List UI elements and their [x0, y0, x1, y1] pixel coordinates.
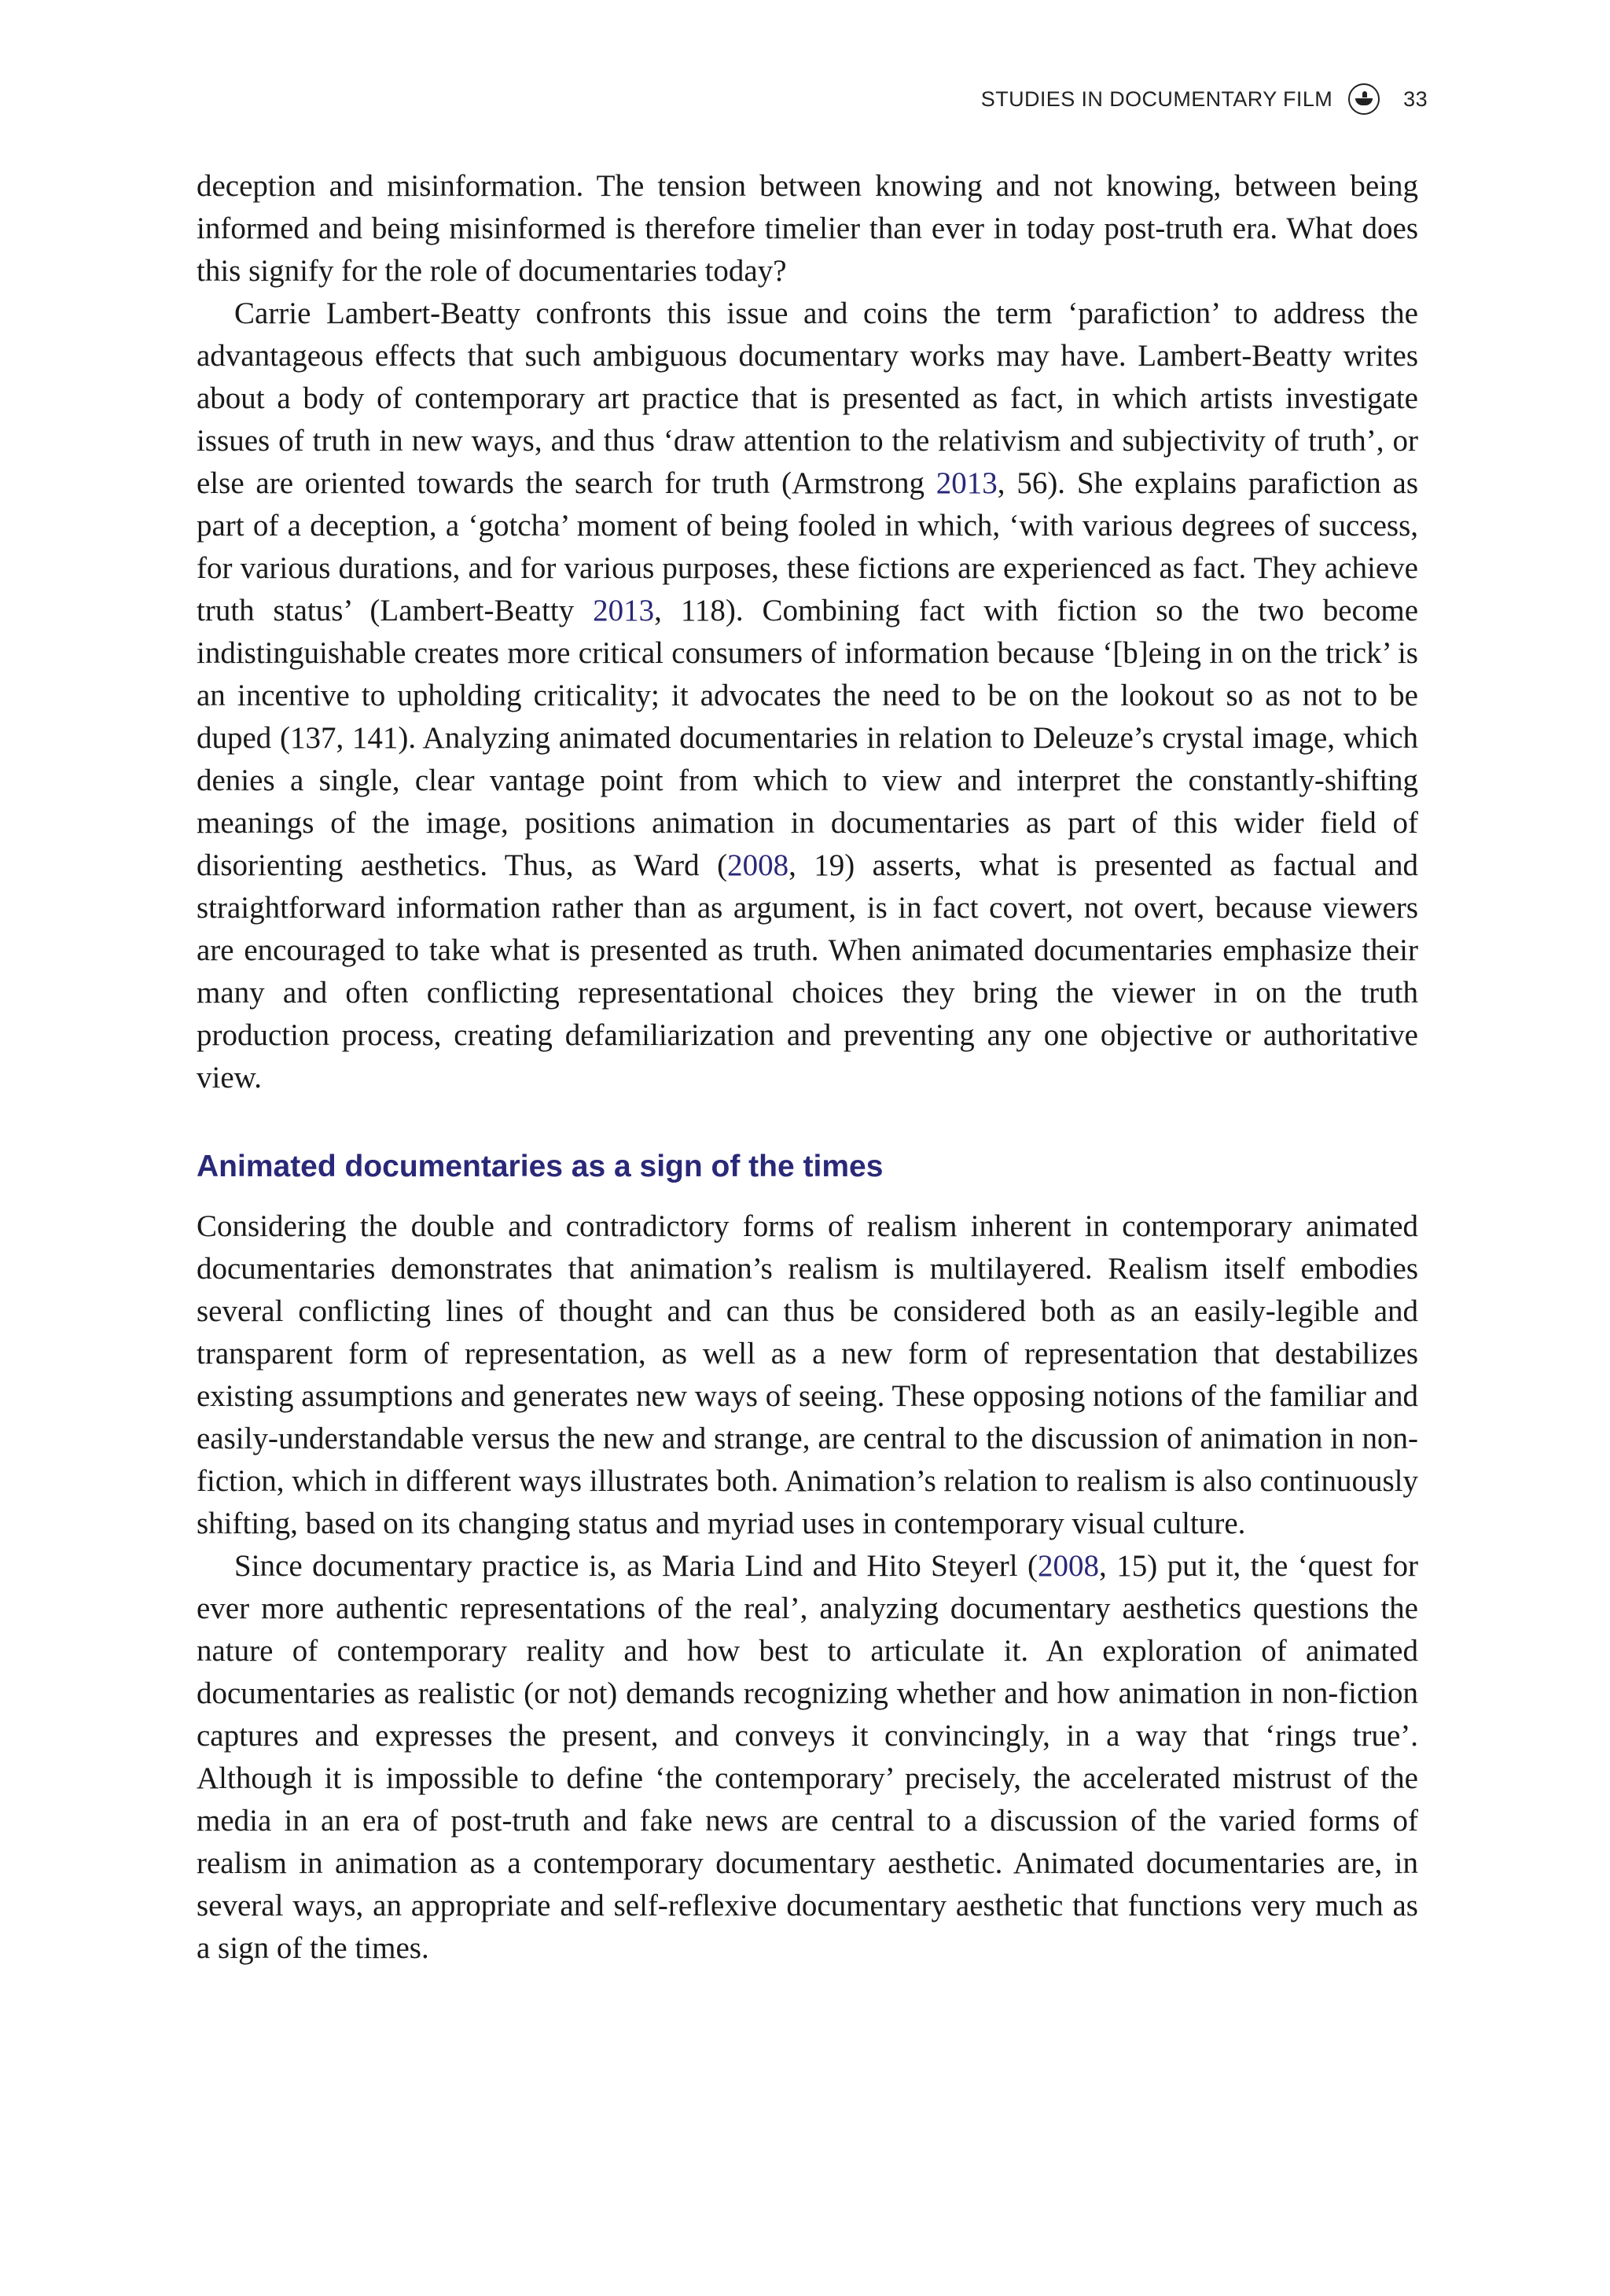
running-head [981, 83, 1428, 115]
paragraph-documentary-practice [197, 1545, 1418, 1970]
article-body [197, 165, 1418, 1970]
journal-logo-icon [1348, 83, 1380, 115]
citation-link-lind-steyerl-2008[interactable]: 2008 [1038, 1549, 1100, 1583]
journal-title: STUDIES IN DOCUMENTARY FILM [980, 86, 1333, 111]
citation-link-lambert-beatty-2013[interactable]: 2013 [593, 594, 655, 627]
text-segment: , 118). Combining fact with fiction so the two become indistinguishable creates more critical consumers of information because ‘[b]eing in on the trick’ is an incentive to upholding criticality; it advocates the need to be on the lookout so as not to be duped (137, 141). Analyzing animated documentaries in relation to Deleuze’s crystal image, which denies a single, clear vantage point from which to view and interpret the constantly-shifting meanings of the image, positions animation in documentaries as part of this wider field of disorienting aesthetics. Thus, as Ward ( [197, 594, 1418, 882]
text-segment: Since documentary practice is, as Maria Lind and Hito Steyerl ( [234, 1549, 1038, 1583]
text-segment: Carrie Lambert-Beatty confronts this issue and coins the term ‘parafiction’ to address the advantageous effects that such ambiguous documentary works may have. Lambert-Beatty writes about a body of contemporary art practice that is presented as fact, in which artists investigate issues of truth in new ways, and thus ‘draw attention to the relativism and subjectivity of truth’, or else are oriented towards the search for truth (Armstrong [197, 296, 1418, 500]
text-segment: , 19) asserts, what is presented as factual and straightforward information rather than as argument, is in fact covert, not overt, because viewers are encouraged to take what is presented as truth. When animated documentaries emphasize their many and often conflicting representational choices they bring the viewer in on the truth production process, creating defamiliarization and preventing any one objective or authoritative view. [197, 848, 1418, 1095]
paragraph-continuation: deception and misinformation. The tension between knowing and not knowing, between being informed and being misinformed is therefore timelier than ever in today post-truth era. What does this signify for the role of documentaries today? [197, 169, 1418, 288]
paragraph-realism: Considering the double and contradictory forms of realism inherent in contemporary animated documentaries demonstrates that animation’s realism is multilayered. Realism itself embodies several conflicting lines of thought and can thus be considered both as an easily-legible and transparent form of representation, as well as a new form of representation that destabilizes existing assumptions and generates new ways of seeing. These opposing notions of the familiar and easily-understandable versus the new and strange, are central to the discussion of animation in non-fiction, which in different ways illustrates both. Animation’s relation to realism is also continuously shifting, based on its changing status and myriad uses in contemporary visual culture. [197, 1209, 1418, 1540]
section-heading: Animated documentaries as a sign of the times [197, 1150, 884, 1183]
paragraph-parafiction [197, 293, 1418, 1099]
text-segment: , 56). She explains parafiction as part of a deception, a ‘gotcha’ moment of being fooled in which, ‘with various degrees of success, for various durations, and for various purposes, these fictions are experienced as fact. They achieve truth status’ (Lambert-Beatty [197, 466, 1419, 627]
citation-link-ward-2008[interactable]: 2008 [727, 848, 789, 882]
page-number: 33 [1403, 86, 1428, 111]
citation-link-armstrong-2013[interactable]: 2013 [935, 466, 998, 500]
text-segment: , 15) put it, the ‘quest for ever more authentic representations of the real’, analyzing documentary aesthetics questions the nature of contemporary reality and how best to articulate it. An exploration of animated documentaries as realistic (or not) demands recognizing whether and how animation in non-fiction captures and expresses the present, and conveys it convincingly, in a way that ‘rings true’. Although it is impossible to define ‘the contemporary’ precisely, the accelerated mistrust of the media in an era of post-truth and fake news are central to a discussion of the varied forms of realism in animation as a contemporary documentary aesthetic. Animated documentaries are, in several ways, an appropriate and self-reflexive documentary aesthetic that functions very much as a sign of the times. [197, 1549, 1418, 1965]
